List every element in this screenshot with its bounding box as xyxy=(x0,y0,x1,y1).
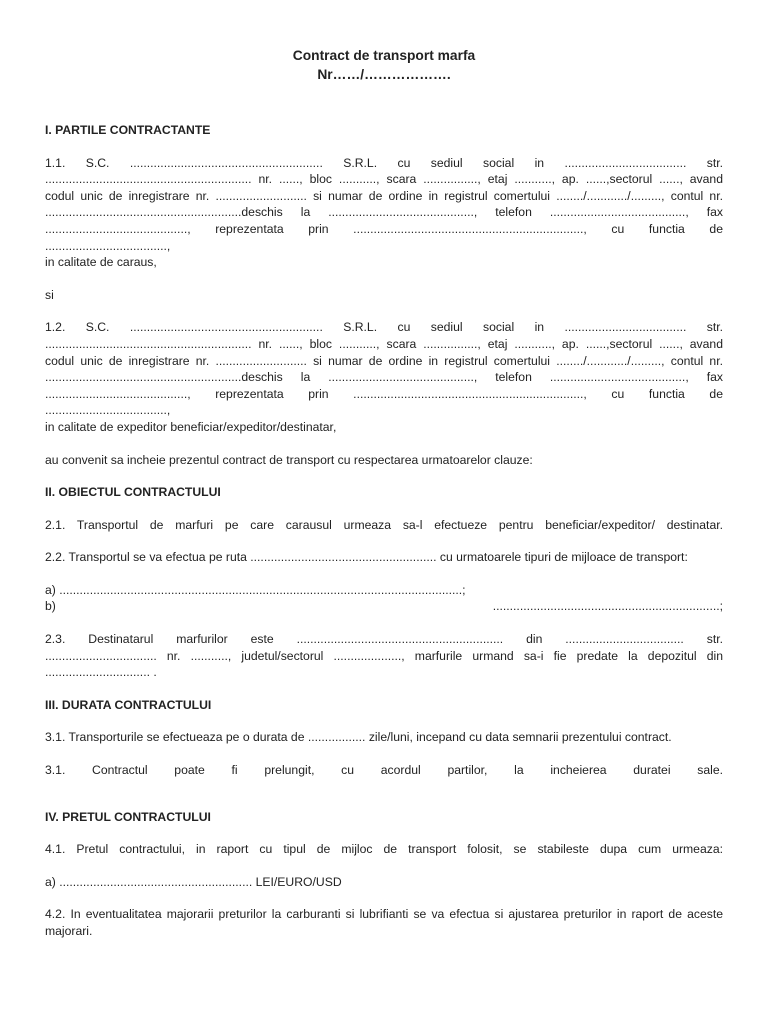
section-heading-object: II. OBIECTUL CONTRACTULUI xyxy=(45,485,221,500)
conjunction-si: si xyxy=(45,287,54,302)
price-item-a: a) ......................................................... LEI/EURO/USD xyxy=(45,874,342,889)
clause-line: in calitate de caraus, xyxy=(45,255,157,270)
clause-line: ............................................................. nr. ......, bloc ..........., scara ................, etaj ..........., ap. ......,sectorul ......, avand xyxy=(45,172,723,187)
clause-line: .........................................., reprezentata prin ...................................................................., cu functia de xyxy=(45,221,723,236)
contract-number: Nr……/………………. xyxy=(317,67,451,82)
section-heading-parties: I. PARTILE CONTRACTANTE xyxy=(45,123,211,137)
section-heading-duration: III. DURATA CONTRACTULUI xyxy=(45,697,212,712)
list-item-b xyxy=(45,598,723,615)
clause-line: ................................. nr. ..........., judetul/sectorul ...................., marfurile urmand sa-i fie predate la depozitul din xyxy=(45,648,723,663)
clause-3-1-duration: 3.1. Transporturile se efectueaza pe o durata de ................. zile/luni, incepand cu data semnarii prezentului contract. xyxy=(45,730,672,745)
section-heading-price: IV. PRETUL CONTRACTULUI xyxy=(45,809,211,824)
clause-line: codul unic de inregistrare nr. ........................... si numar de ordine in registrul comertului ......../............/........., contul nr. xyxy=(45,188,723,203)
clause-1-1 xyxy=(45,155,723,271)
clause-line: .........................................., reprezentata prin ...................................................................., cu functia de xyxy=(45,386,723,401)
clause-line: ..........................................................deschis la ..........................................., telefon ........................................, fax xyxy=(45,370,723,385)
clause-line: codul unic de inregistrare nr. ........................... si numar de ordine in registrul comertului ......../............/........., contul nr. xyxy=(45,353,723,368)
clause-1-2 xyxy=(45,319,723,435)
clause-line: ..........................................................deschis la ..........................................., telefon ........................................, fax xyxy=(45,205,723,220)
clause-line: 2.3. Destinatarul marfurilor este ............................................................. din ................................... str. xyxy=(45,632,723,647)
clause-2-2: 2.2. Transportul se va efectua pe ruta ....................................................... cu urmatoarele tipuri de mijloace de transport: xyxy=(45,550,688,565)
clause-4-1: 4.1. Pretul contractului, in raport cu tipul de mijloc de transport folosit, se stabileste dupa cum urmeaza: xyxy=(45,842,723,857)
clause-line: 1.2. S.C. ......................................................... S.R.L. cu sediul social in .................................... str. xyxy=(45,320,723,335)
clause-line: ...................................., xyxy=(45,238,171,253)
clause-line: ............................................................. nr. ......, bloc ..........., scara ................, etaj ..........., ap. ......,sectorul ......, avand xyxy=(45,336,723,351)
clause-2-1: 2.1. Transportul de marfuri pe care carausul urmeaza sa-l efectueze pentru beneficiar/expeditor/ destinatar. xyxy=(45,517,723,532)
list-item-a: a) .......................................................................................................................; xyxy=(45,582,466,597)
clause-line: 1.1. S.C. ......................................................... S.R.L. cu sediul social in .................................... str. xyxy=(45,155,723,170)
document-title: Contract de transport marfa xyxy=(292,48,476,63)
document-body xyxy=(45,46,723,940)
list-item-b-label: b) xyxy=(45,599,56,614)
list-item-b-dots: ...................................................................; xyxy=(492,599,723,614)
transport-means-list xyxy=(45,582,723,615)
clause-line: ............................... . xyxy=(45,665,157,680)
clause-3-1-extension: 3.1. Contractul poate fi prelungit, cu acordul partilor, la incheierea duratei sale. xyxy=(45,763,723,778)
clause-2-3 xyxy=(45,631,723,681)
clause-4-2: 4.2. In eventualitatea majorarii preturilor la carburanti si lubrifianti se va efectua si ajustarea preturilor in raport de aceste majorari. xyxy=(45,907,723,938)
clause-line: ...................................., xyxy=(45,403,171,418)
agreement-sentence: au convenit sa incheie prezentul contract de transport cu respectarea urmatoarelor clauze: xyxy=(45,452,533,467)
clause-line: in calitate de expeditor beneficiar/expeditor/destinatar, xyxy=(45,419,337,434)
